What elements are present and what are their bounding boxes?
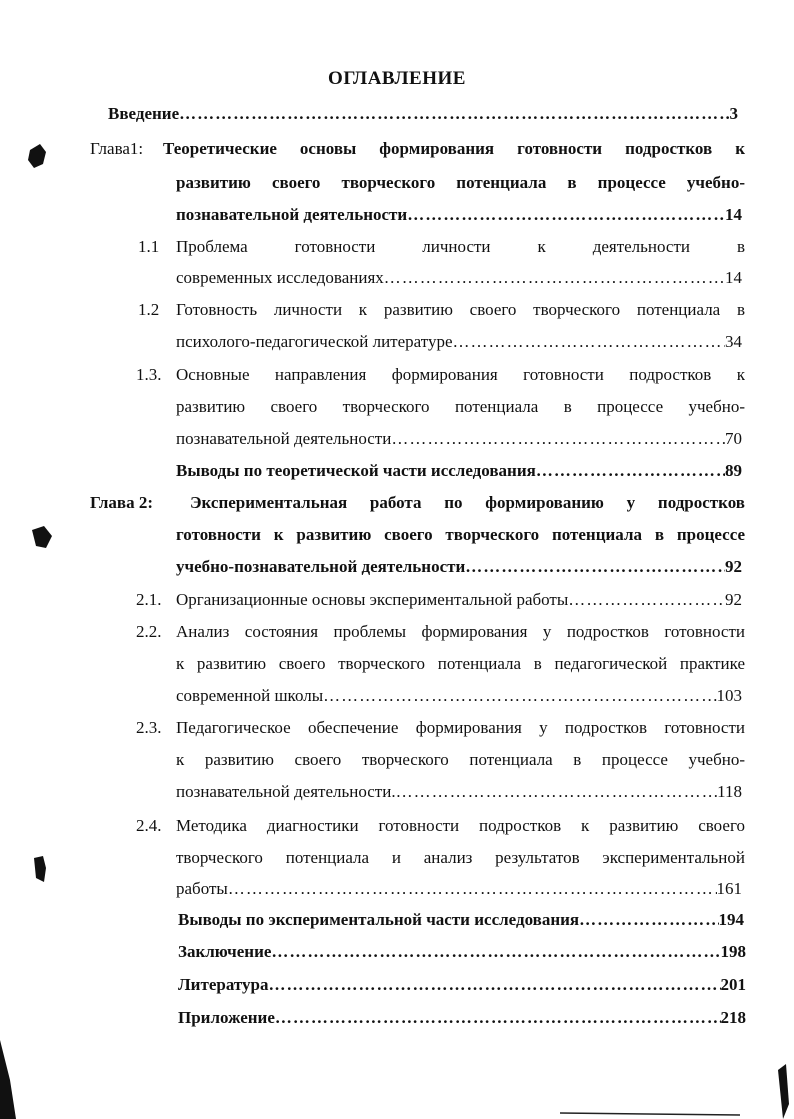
toc-page-number: 201 xyxy=(720,975,746,994)
toc-entry-label: познавательной деятельности xyxy=(176,205,408,224)
toc-page-number: 14 xyxy=(725,268,742,287)
section-number: 1.3. xyxy=(136,365,162,384)
toc-page-number: 161 xyxy=(716,879,742,898)
chapter2-title-line2: готовности к развитию своего творческого потенциала в процессе xyxy=(176,525,745,544)
section-2-2-line2: к развитию своего творческого потенциала в педагогической практике xyxy=(176,654,745,673)
section-2-3-line1: Педагогическое обеспечение формирования у подростков готовности xyxy=(176,718,745,737)
section-number: 2.3. xyxy=(136,718,162,737)
section-2-4-line1: Методика диагностики готовности подростков к развитию своего xyxy=(176,816,745,835)
toc-page-number: 3 xyxy=(729,104,738,123)
section-number: 2.2. xyxy=(136,622,162,641)
toc-entry-label: современных исследованиях xyxy=(176,268,384,287)
section-1-3-line2: развитию своего творческого потенциала в процессе учебно- xyxy=(176,397,745,416)
section-2-4-line2: творческого потенциала и анализ результатов экспериментальной xyxy=(176,848,745,867)
scan-mark-1 xyxy=(28,144,46,168)
toc-entry-label: психолого-педагогической литературе xyxy=(176,332,453,351)
scan-line-bottom xyxy=(560,1113,740,1115)
section-number: 2.1. xyxy=(136,590,162,609)
toc-entry-label: учебно-познавательной деятельности xyxy=(176,557,466,576)
toc-page-number: 14 xyxy=(725,205,742,224)
toc-page-number: 92 xyxy=(725,557,742,576)
section-1-1-line1: Проблема готовности личности к деятельности в xyxy=(176,237,745,256)
chapter2-prefix: Глава 2: xyxy=(90,493,154,512)
section-1-3-line1: Основные направления формирования готовности подростков к xyxy=(176,365,745,384)
section-number: 1.1 xyxy=(138,237,160,256)
toc-page-number: 118 xyxy=(717,782,742,801)
chapter1-title-line2: развитию своего творческого потенциала в процессе учебно- xyxy=(176,173,745,192)
scan-edge-left xyxy=(0,1040,16,1119)
toc-page-number: 34 xyxy=(725,332,742,351)
scan-mark-3 xyxy=(34,856,46,882)
section-2-3-line2: к развитию своего творческого потенциала в процессе учебно- xyxy=(176,750,745,769)
toc-entry-label: Введение xyxy=(108,104,180,123)
scan-mark-2 xyxy=(32,526,52,548)
section-2-2-line1: Анализ состояния проблемы формирования у подростков готовности xyxy=(176,622,745,641)
section-1-2-line1: Готовность личности к развитию своего творческого потенциала в xyxy=(176,300,745,319)
toc-entry-label: Выводы по теоретической части исследования xyxy=(176,461,536,480)
page-title: ОГЛАВЛЕНИЕ xyxy=(328,68,466,89)
toc-entry-label: познавательной деятельности xyxy=(176,429,392,448)
toc-page-number: 198 xyxy=(720,942,746,961)
toc-entry-label: Литература xyxy=(178,975,269,994)
scan-edge-right xyxy=(778,1064,789,1119)
chapter1-title-line1: Теоретические основы формирования готовности подростков к xyxy=(163,139,745,158)
toc-page-number: 70 xyxy=(725,429,742,448)
toc-entry-label: Заключение xyxy=(178,942,272,961)
chapter2-title-line1: Экспериментальная работа по формированию у подростков xyxy=(190,493,745,512)
toc-page-number: 92 xyxy=(725,590,742,609)
chapter1-prefix: Глава1: xyxy=(90,139,144,158)
toc-entry-label: Приложение xyxy=(178,1008,275,1027)
toc-page-number: 103 xyxy=(716,686,742,705)
toc-entry-label: познавательной деятельности. xyxy=(176,782,396,801)
section-number: 1.2 xyxy=(138,300,160,319)
toc-entry-label: Организационные основы экспериментальной работы xyxy=(176,590,569,609)
toc-page-number: 218 xyxy=(720,1008,746,1027)
toc-entry-label: работы xyxy=(176,879,228,898)
section-number: 2.4. xyxy=(136,816,162,835)
toc-entry-label: Выводы по экспериментальной части исследования xyxy=(178,910,580,929)
toc-page-number: 194 xyxy=(718,910,744,929)
toc-entry-label: современной школы xyxy=(176,686,324,705)
toc-page-number: 89 xyxy=(725,461,742,480)
